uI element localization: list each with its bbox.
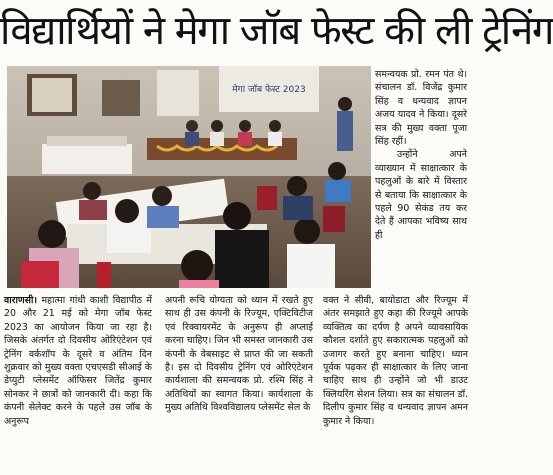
article-column-2-text: अपनी रूचि योग्यता को ध्यान में रखते हुए साथ ही उस कंपनी के रिज्यूम, एक्टिविटीज एवं रिक्वायरमेंट के अनुरूप ही अप्लाई करना चाहिए। जिन भी समस्त जानकारी उस कंपनी के वेबसाइट से प्राप्त की जा सकती है। इस दो दिवसीय ट्रेनिंग एवं ओरिएंटेशन कार्यशाला की समन्वयक प्रो. रश्मि सिंह ने अतिथियों का स्वागत किया। कार्यशाला के मुख्य अतिथि विश्वविद्यालय प्लेसमेंट सेल के [165,295,313,414]
article-column-3 [323,294,468,472]
dateline: वाराणसी। [4,295,38,306]
article-column-2 [165,294,313,472]
article-column-1 [4,294,152,472]
event-photo-icon [7,66,371,288]
event-photo [7,66,371,288]
headline: विद्यार्थियों ने मेगा जॉब फेस्ट की ली ट्रेनिंग [0,8,553,54]
banner-text: मेगा जॉब फेस्ट 2023 [232,85,306,95]
right-column-para-2: उन्होंने अपने व्याख्यान में साक्षात्कार के पहलुओं के बारे में विस्तार से बताया कि साक्षात्कार के पहले 90 सेकंड तय कर देते हैं आपका भविष्य साथ ही [375,149,467,241]
right-column-para-1: समन्वयक प्रो. रमन पंत थे। संचालन डॉ. विजेंद्र कुमार सिंह व धन्यवाद ज्ञापन अजय यादव ने किया। दूसरे सत्र की मुख्य वक्ता पूजा सिंह रहीं। [375,69,467,148]
article-column-3-text: वक्त ने सीवी, बायोडाटा और रिज्यूम में अंतर समझाते हुए कहा की रिज्यूमे आपके व्यक्तित्व का दर्पण है अपने व्यावसायिक कौशल दर्शाते हुए सकारात्मक पहलुओं को उजागर करते हुए बनाना चाहिए। ध्यान पूर्वक पढ़कर ही साक्षात्कार के लिए जाना चाहिए साथ ही उन्होंने जो भी डाउट क्लियरिंग सेशन लिया। सत्र का संचालन डॉ. दिलीप कुमार सिंह व धन्यवाद ज्ञापन अमन कुमार ने किया। [323,295,468,427]
right-column [375,68,467,290]
article-column-1-text: महात्मा गांधी काशी विद्यापीठ में 20 और 21 मई को मेगा जॉब फेस्ट 2023 का आयोजन किया जा रहा है। जिसके अंतर्गत दो दिवसीय ओरिएंटेशन एवं ट्रेनिंग वर्कशॉप के दूसरे व अंतिम दिन शुक्रवार को मुख्य वक्ता एचएसडी सीआई के डेप्युटी प्लेसमेंट ऑफिसर जितेंद्र कुमार सोनकर ने छात्रों को जानकारी दी। कहा कि कंपनी सेलेक्ट करने के पहले उस जॉब के अनुरूप [4,295,152,427]
